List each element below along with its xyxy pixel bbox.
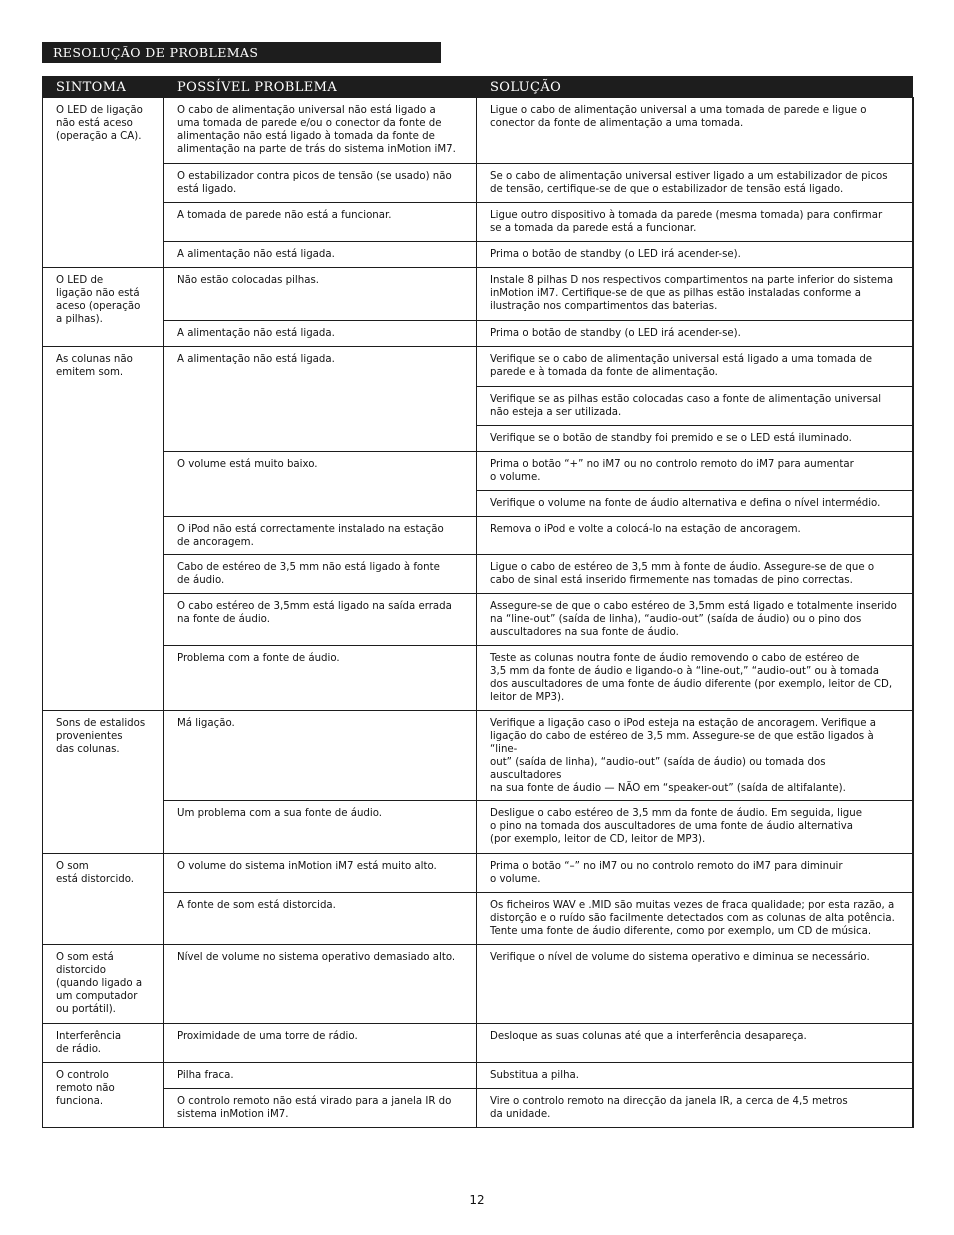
possible-problem-cell: O volume está muito baixo. [164, 452, 477, 517]
symptom-cell: O LED de ligação não está aceso (operação a pilhas). [43, 268, 164, 347]
table-row [43, 203, 913, 242]
possible-problem-cell: Problema com a fonte de áudio. [164, 646, 477, 711]
possible-problem-cell: Nível de volume no sistema operativo demasiado alto. [164, 945, 477, 1024]
solution-cell: Remova o iPod e volte a colocá-lo na estação de ancoragem. [477, 517, 913, 555]
possible-problem-cell: A tomada de parede não está a funcionar. [164, 203, 477, 242]
table-row [43, 945, 913, 1024]
possible-problem-cell: O iPod não está correctamente instalado na estação de ancoragem. [164, 517, 477, 555]
table-row [43, 452, 913, 491]
solution-cell: Se o cabo de alimentação universal estiver ligado a um estabilizador de picos de tensão, certifique-se de que o estabilizador de tensão está ligado. [477, 164, 913, 203]
solution-cell: Ligue o cabo de estéreo de 3,5 mm à fonte de áudio. Assegure-se de que o cabo de sinal está inserido firmemente nas tomadas de pino correctas. [477, 555, 913, 594]
possible-problem-cell: Não estão colocadas pilhas. [164, 268, 477, 321]
troubleshooting-table [42, 76, 914, 1128]
solution-cell: Desligue o cabo estéreo de 3,5 mm da fonte de áudio. Em seguida, ligue o pino na tomada dos auscultadores de uma fonte de áudio alternativa (por exemplo, leitor de CD, leitor de MP3). [477, 801, 913, 854]
table-row [43, 98, 913, 164]
solution-cell: Prima o botão “–” no iM7 ou no controlo remoto do iM7 para diminuir o volume. [477, 854, 913, 893]
possible-problem-cell: Cabo de estéreo de 3,5 mm não está ligado à fonte de áudio. [164, 555, 477, 594]
solution-cell: Ligue o cabo de alimentação universal a uma tomada de parede e ligue o conector da fonte de alimentação a uma tomada. [477, 98, 913, 164]
section-title: RESOLUÇÃO DE PROBLEMAS [42, 42, 441, 63]
possible-problem-cell: O estabilizador contra picos de tensão (se usado) não está ligado. [164, 164, 477, 203]
solution-cell: Os ficheiros WAV e .MID são muitas vezes de fraca qualidade; por esta razão, a distorção e o ruído são facilmente detectados com as colunas de alta potência. Tente uma fonte de áudio diferente, como por exemplo, um CD de música. [477, 893, 913, 945]
header-symptom: SINTOMA [43, 77, 164, 98]
symptom-cell: O som está distorcido (quando ligado a um computador ou portátil). [43, 945, 164, 1024]
solution-cell: Prima o botão de standby (o LED irá acender-se). [477, 242, 913, 268]
solution-cell: Verifique se as pilhas estão colocadas caso a fonte de alimentação universal não esteja a ser utilizada. [477, 387, 913, 426]
possible-problem-cell: A alimentação não está ligada. [164, 242, 477, 268]
table-row [43, 801, 913, 854]
page-number: 12 [469, 1193, 485, 1207]
table-row [43, 711, 913, 801]
solution-cell: Assegure-se de que o cabo estéreo de 3,5mm está ligado e totalmente inserido na “line-out” (saída de linha), “audio-out” (saída de áudio) ou o pino dos auscultadores na sua fonte de áudio. [477, 594, 913, 646]
table-row [43, 854, 913, 893]
symptom-cell: O controlo remoto não funciona. [43, 1063, 164, 1128]
solution-cell: Teste as colunas noutra fonte de áudio removendo o cabo de estéreo de 3,5 mm da fonte de áudio e ligando-o à “line-out,” “audio-out” ou à tomada dos auscultadores de uma fonte de áudio diferente (por exemplo, leitor de CD, leitor de MP3). [477, 646, 913, 711]
table-row [43, 893, 913, 945]
table-row [43, 321, 913, 347]
table-row [43, 517, 913, 555]
table-row [43, 164, 913, 203]
header-solution: SOLUÇÃO [477, 77, 913, 98]
symptom-cell: Interferência de rádio. [43, 1024, 164, 1063]
table-row [43, 1063, 913, 1089]
possible-problem-cell: O controlo remoto não está virado para a janela IR do sistema inMotion iM7. [164, 1089, 477, 1128]
solution-cell: Prima o botão de standby (o LED irá acender-se). [477, 321, 913, 347]
table-row [43, 347, 913, 387]
solution-cell: Ligue outro dispositivo à tomada da parede (mesma tomada) para confirmar se a tomada da parede está a funcionar. [477, 203, 913, 242]
header-possible-problem: POSSÍVEL PROBLEMA [164, 77, 477, 98]
solution-cell: Verifique se o cabo de alimentação universal está ligado a uma tomada de parede e à tomada da fonte de alimentação. [477, 347, 913, 387]
solution-cell: Prima o botão “+” no iM7 ou no controlo remoto do iM7 para aumentar o volume. [477, 452, 913, 491]
possible-problem-cell: O cabo de alimentação universal não está ligado a uma tomada de parede e/ou o conector da fonte de alimentação não está ligado à tomada da fonte de alimentação na parte de trás do sistema inMotion iM7. [164, 98, 477, 164]
symptom-cell: O LED de ligação não está aceso (operação a CA). [43, 98, 164, 268]
solution-cell: Verifique o volume na fonte de áudio alternativa e defina o nível intermédio. [477, 491, 913, 517]
table-row [43, 242, 913, 268]
table-row [43, 646, 913, 711]
solution-cell: Substitua a pilha. [477, 1063, 913, 1089]
solution-cell: Vire o controlo remoto na direcção da janela IR, a cerca de 4,5 metros da unidade. [477, 1089, 913, 1128]
possible-problem-cell: A fonte de som está distorcida. [164, 893, 477, 945]
possible-problem-cell: Proximidade de uma torre de rádio. [164, 1024, 477, 1063]
table-row [43, 268, 913, 321]
possible-problem-cell: Má ligação. [164, 711, 477, 801]
possible-problem-cell: O volume do sistema inMotion iM7 está muito alto. [164, 854, 477, 893]
table-row [43, 594, 913, 646]
solution-cell: Verifique a ligação caso o iPod esteja na estação de ancoragem. Verifique a ligação do cabo de estéreo de 3,5 mm. Assegure-se de que estão ligados à “line- out” (saída de linha), “audio-out” (saída de áudio) ou tomada dos auscultadores na sua fonte de áudio — NÃO em “speaker-out” (saída de altifalante). [477, 711, 913, 801]
table-row [43, 555, 913, 594]
table-header-row [43, 77, 913, 98]
solution-cell: Desloque as suas colunas até que a interferência desapareça. [477, 1024, 913, 1063]
table-row [43, 1024, 913, 1063]
solution-cell: Instale 8 pilhas D nos respectivos compartimentos na parte inferior do sistema inMotion iM7. Certifique-se de que as pilhas estão instaladas conforme a ilustração nos compartimentos das baterias. [477, 268, 913, 321]
solution-cell: Verifique se o botão de standby foi premido e se o LED está iluminado. [477, 426, 913, 452]
symptom-cell: As colunas não emitem som. [43, 347, 164, 711]
solution-cell: Verifique o nível de volume do sistema operativo e diminua se necessário. [477, 945, 913, 1024]
table-row [43, 1089, 913, 1128]
possible-problem-cell: O cabo estéreo de 3,5mm está ligado na saída errada na fonte de áudio. [164, 594, 477, 646]
table-body [43, 98, 913, 1128]
possible-problem-cell: Um problema com a sua fonte de áudio. [164, 801, 477, 854]
possible-problem-cell: A alimentação não está ligada. [164, 321, 477, 347]
symptom-cell: O som está distorcido. [43, 854, 164, 945]
symptom-cell: Sons de estalidos provenientes das colunas. [43, 711, 164, 854]
possible-problem-cell: A alimentação não está ligada. [164, 347, 477, 452]
possible-problem-cell: Pilha fraca. [164, 1063, 477, 1089]
